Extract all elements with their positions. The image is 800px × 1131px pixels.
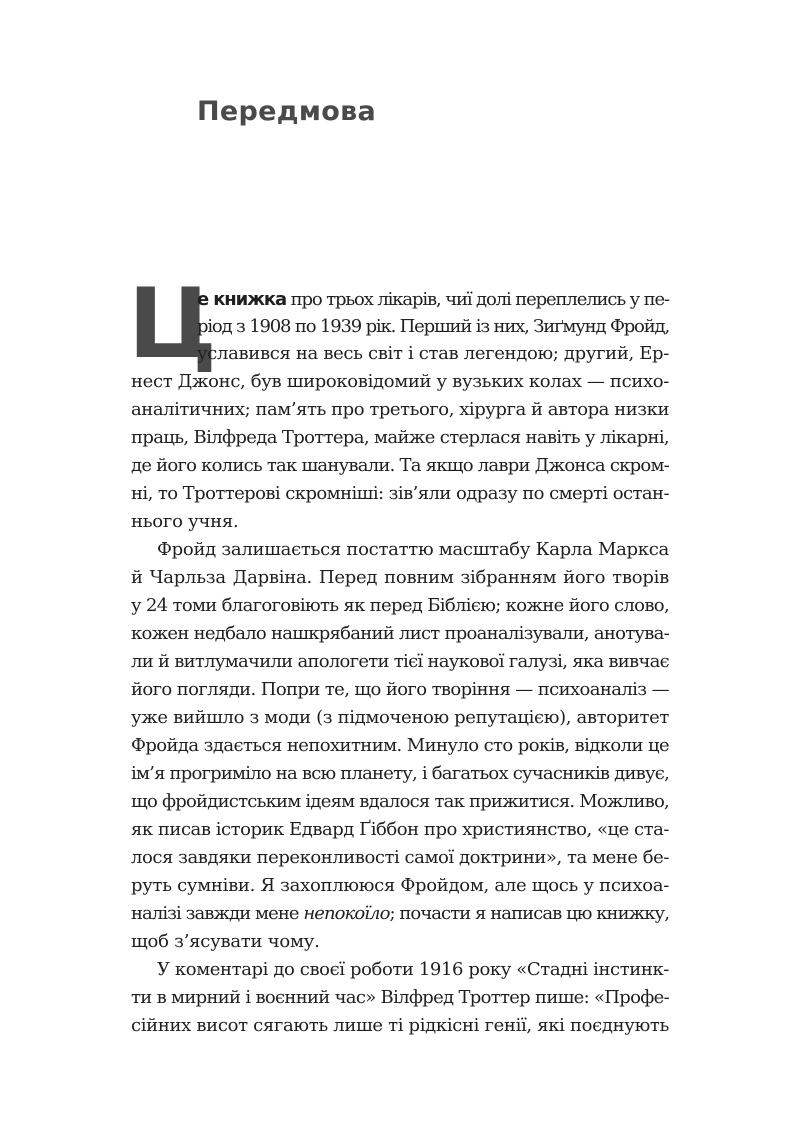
text-line: уже вийшло з моди (з підмоченою репутацією), авторитет xyxy=(131,707,669,728)
page-title: Передмова xyxy=(197,96,376,127)
text-line xyxy=(197,289,669,311)
text-line: уславився на весь світ і став легендою; другий, Ер- xyxy=(197,343,669,364)
text-line: ім’я прогриміло на всю планету, і багатьох сучасників дивує, xyxy=(131,763,669,784)
text-line: Фройд залишається постаттю масштабу Карла Маркса xyxy=(157,539,669,560)
text-line xyxy=(131,903,669,925)
text-line: ні, то Троттерові скромніші: зів’яли одразу по смерті остан- xyxy=(131,483,669,504)
drop-cap: Ц xyxy=(128,268,218,380)
text-line: сійних висот сягають лише ті рідкісні генії, які поєднують xyxy=(131,1015,669,1036)
text-line: й Чарльза Дарвіна. Перед повним зібранням його творів xyxy=(131,567,669,588)
text-line: як писав історик Едвард Ґіббон про християнство, «це ста- xyxy=(131,819,669,840)
text-span: про трьох лікарів, чиї долі переплелись у пе- xyxy=(285,289,670,310)
text-line: нест Джонс, був широковідомий у вузьких колах — психо- xyxy=(131,371,669,392)
text-line: ли й витлумачили апологети тієї наукової галузі, яка вивчає xyxy=(131,651,669,672)
text-line: що фройдистським ідеям вдалося так прижитися. Можливо, xyxy=(131,791,669,812)
text-line: у 24 томи благоговіють як перед Біблією; кожне його слово, xyxy=(131,595,669,616)
text-line: ріод з 1908 по 1939 рік. Перший із них, Зиґмунд Фройд, xyxy=(197,316,669,337)
text-line: аналітичних; пам’ять про третього, хірурга й автора низки xyxy=(131,399,669,420)
text-line: де його колись так шанували. Та якщо лаври Джонса скром- xyxy=(131,455,669,476)
lead-in-bold: е книжка xyxy=(197,289,286,310)
text-line: праць, Вілфреда Троттера, майже стерлася навіть у лікарні, xyxy=(131,427,669,448)
text-span: налізі завжди мене xyxy=(131,903,304,924)
text-line: Фройда здається непохитним. Минуло сто років, відколи це xyxy=(131,735,669,756)
text-line: лося завдяки переконливості самої доктрини», та мене бе- xyxy=(131,847,669,868)
text-span: ; почасти я написав цю книжку, xyxy=(389,903,669,924)
text-line: У коментарі до своєї роботи 1916 року «Стадні інстинк- xyxy=(157,959,669,980)
text-line: кожен недбало нашкрябаний лист проаналізували, анотува- xyxy=(131,623,669,644)
text-line: нього учня. xyxy=(131,511,239,532)
text-line: його погляди. Попри те, що його творіння — психоаналіз — xyxy=(131,679,669,700)
text-line: ти в мирний і воєнний час» Вілфред Троттер пише: «Профе- xyxy=(131,987,669,1008)
italic-emphasis: непокоїло xyxy=(303,903,390,924)
text-line: щоб з’ясувати чому. xyxy=(131,931,320,952)
text-line: руть сумніви. Я захоплююся Фройдом, але щось у психоа- xyxy=(131,875,669,896)
